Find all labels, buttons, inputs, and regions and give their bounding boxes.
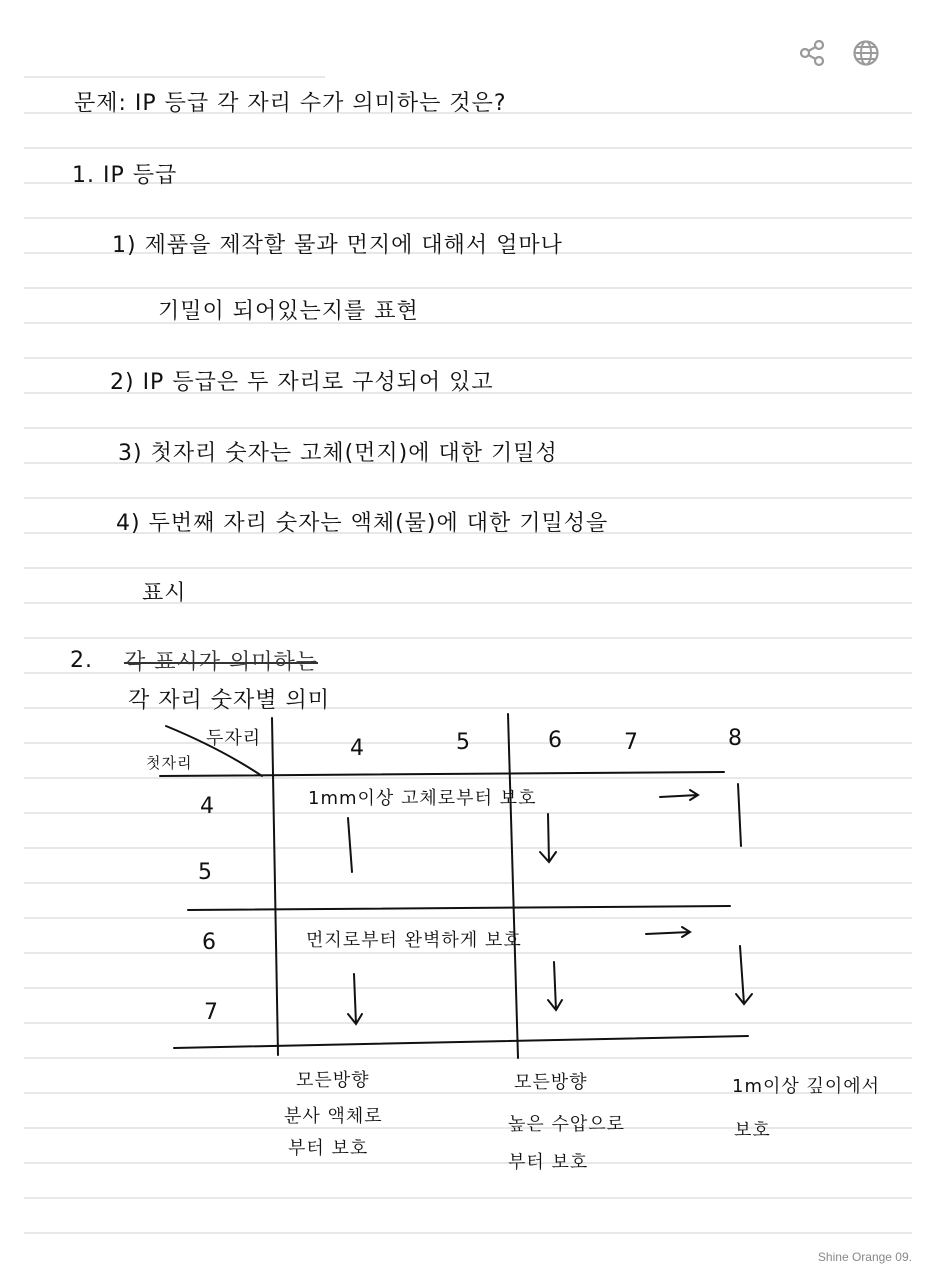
note-col-45-line-2: 분사 액체로 <box>284 1106 383 1127</box>
share-icon <box>798 39 826 67</box>
note-col-67-line-3: 부터 보호 <box>508 1152 589 1173</box>
section-1-item-1b: 기밀이 되어있는지를 표현 <box>158 299 419 324</box>
table-column-header: 5 <box>456 730 471 755</box>
section-2-struck-heading: 각 표시가 의미하는 <box>124 650 319 675</box>
section-1-item-3: 3) 첫자리 숫자는 고체(먼지)에 대한 기밀성 <box>118 441 558 466</box>
globe-button[interactable] <box>851 38 881 68</box>
table-corner-top-label: 두자리 <box>206 728 262 749</box>
footer-watermark: Shine Orange 09. <box>817 1250 912 1264</box>
note-col-67-line-2: 높은 수압으로 <box>508 1114 626 1135</box>
table-row-header: 6 <box>202 930 217 955</box>
table-row-header: 4 <box>200 794 215 819</box>
globe-icon <box>852 39 880 67</box>
table-column-header: 7 <box>624 730 639 755</box>
note-col-8-line-1: 1m이상 깊이에서 <box>732 1076 881 1097</box>
table-column-header: 4 <box>350 736 365 761</box>
section-1-item-4b: 표시 <box>142 581 187 606</box>
table-column-header: 8 <box>728 726 743 751</box>
section-2-heading: 각 자리 숫자별 의미 <box>128 688 330 713</box>
section-1-heading: 1. IP 등급 <box>72 163 178 188</box>
section-1-item-1a: 1) 제품을 제작할 물과 먼지에 대해서 얼마나 <box>112 233 563 258</box>
note-col-8-line-2: 보호 <box>734 1120 771 1141</box>
table-row-4-text: 1mm이상 고체로부터 보호 <box>308 788 537 809</box>
note-col-45-line-3: 부터 보호 <box>288 1138 369 1159</box>
section-1-item-4a: 4) 두번째 자리 숫자는 액체(물)에 대한 기밀성을 <box>116 511 609 536</box>
note-col-67-line-1: 모든방향 <box>514 1072 588 1093</box>
table-column-header: 6 <box>548 728 563 753</box>
table-row-6-text: 먼지로부터 완벽하게 보호 <box>306 930 522 951</box>
table-row-header: 7 <box>204 1000 219 1025</box>
section-1-item-2: 2) IP 등급은 두 자리로 구성되어 있고 <box>110 370 494 395</box>
note-col-45-line-1: 모든방향 <box>296 1070 370 1091</box>
note-title: 문제: IP 등급 각 자리 수가 의미하는 것은? <box>74 91 507 116</box>
table-corner-bottom-label: 첫자리 <box>146 754 193 772</box>
section-2-number: 2. <box>70 648 93 673</box>
share-button[interactable] <box>797 38 827 68</box>
table-row-header: 5 <box>198 860 213 885</box>
